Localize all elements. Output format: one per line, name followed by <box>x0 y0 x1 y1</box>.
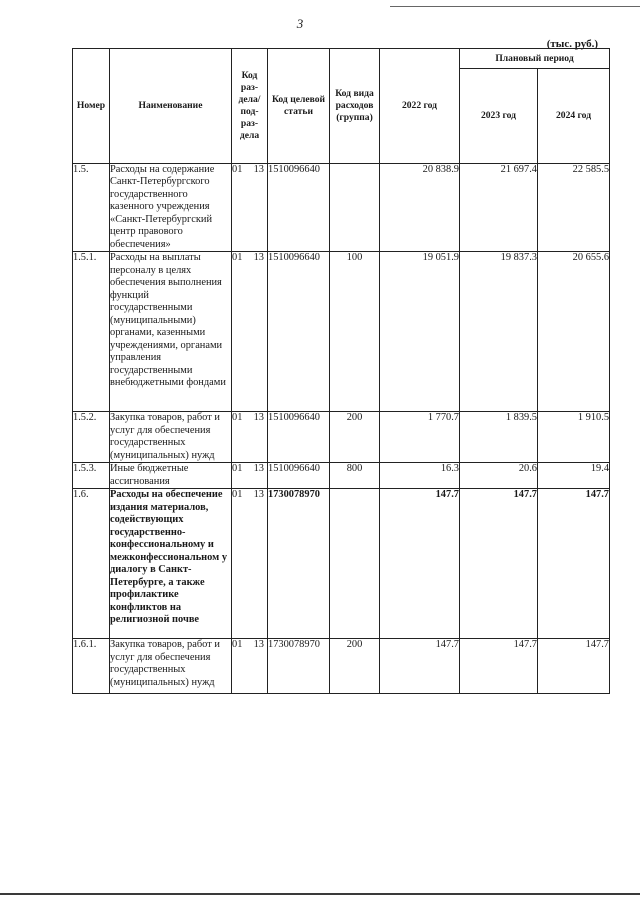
row-section-code <box>232 639 268 694</box>
row-number: 1.5.1. <box>73 252 110 412</box>
row-section-code <box>232 489 268 639</box>
row-subsection: 13 <box>253 412 264 424</box>
row-number: 1.6. <box>73 489 110 639</box>
row-number: 1.5. <box>73 164 110 252</box>
row-article: 1730078970 <box>268 489 330 639</box>
row-article: 1510096640 <box>268 412 330 463</box>
page-number: 3 <box>296 16 304 31</box>
row-expense-group: 200 <box>330 639 380 694</box>
table-row <box>73 412 610 463</box>
row-expense-group <box>330 489 380 639</box>
row-subsection: 13 <box>253 489 264 501</box>
row-section: 01 <box>232 463 243 475</box>
header-planned-period: Плановый период <box>460 49 610 69</box>
row-amount-2024: 22 585.5 <box>538 164 610 252</box>
budget-table <box>72 48 610 694</box>
row-amount-2024: 19.4 <box>538 463 610 489</box>
row-name: Закупка товаров, работ и услуг для обеспечения государственных (муниципальных) нужд <box>110 412 232 463</box>
row-section-code <box>232 164 268 252</box>
row-amount-2022: 20 838.9 <box>380 164 460 252</box>
top-scan-rule <box>390 6 640 7</box>
row-section: 01 <box>232 164 243 175</box>
row-number: 1.5.2. <box>73 412 110 463</box>
row-section: 01 <box>232 489 243 501</box>
row-section-code <box>232 412 268 463</box>
table-row <box>73 639 610 694</box>
row-amount-2022: 19 051.9 <box>380 252 460 412</box>
row-article: 1510096640 <box>268 463 330 489</box>
row-amount-2023: 1 839.5 <box>460 412 538 463</box>
row-section-code <box>232 252 268 412</box>
header-year-2022: 2022 год <box>380 49 460 164</box>
row-name: Иные бюджетные ассигнования <box>110 463 232 489</box>
table-row <box>73 164 610 252</box>
row-name: Закупка товаров, работ и услуг для обеспечения государственных (муниципальных) нужд <box>110 639 232 694</box>
row-amount-2024: 147.7 <box>538 639 610 694</box>
header-year-2024: 2024 год <box>538 69 610 164</box>
row-amount-2022: 147.7 <box>380 489 460 639</box>
row-expense-group: 100 <box>330 252 380 412</box>
row-amount-2024: 1 910.5 <box>538 412 610 463</box>
row-article: 1510096640 <box>268 252 330 412</box>
table-row <box>73 252 610 412</box>
row-number: 1.6.1. <box>73 639 110 694</box>
row-subsection: 13 <box>253 639 264 651</box>
row-section: 01 <box>232 252 243 264</box>
row-article: 1730078970 <box>268 639 330 694</box>
row-subsection: 13 <box>253 463 264 475</box>
row-amount-2023: 147.7 <box>460 639 538 694</box>
row-expense-group <box>330 164 380 252</box>
row-amount-2023: 19 837.3 <box>460 252 538 412</box>
header-section: Код раз-дела/ под-раз-дела <box>232 49 268 164</box>
table-row <box>73 489 610 639</box>
row-expense-group: 800 <box>330 463 380 489</box>
row-number: 1.5.3. <box>73 463 110 489</box>
row-section: 01 <box>232 412 243 424</box>
row-amount-2022: 1 770.7 <box>380 412 460 463</box>
row-amount-2023: 20.6 <box>460 463 538 489</box>
header-article: Код целевой статьи <box>268 49 330 164</box>
units-label: (тыс. руб.) <box>546 38 598 50</box>
header-year-2023: 2023 год <box>460 69 538 164</box>
row-subsection: 13 <box>253 164 264 175</box>
row-subsection: 13 <box>253 252 264 264</box>
row-amount-2024: 147.7 <box>538 489 610 639</box>
row-expense-group: 200 <box>330 412 380 463</box>
bottom-scan-rule <box>0 893 640 895</box>
row-name: Расходы на содержание Санкт-Петербургского государственного казенного учреждения «Санкт-Петербургский центр правового обеспечения» <box>110 164 232 252</box>
table-body <box>73 164 610 694</box>
header-number: Номер <box>73 49 110 164</box>
row-amount-2022: 147.7 <box>380 639 460 694</box>
row-section: 01 <box>232 639 243 651</box>
row-name: Расходы на выплаты персоналу в целях обеспечения выполнения функций государственными (муниципальными) органами, казенными учреждениями, органами управления государственными внебюджетными фондами <box>110 252 232 412</box>
row-article: 1510096640 <box>268 164 330 252</box>
row-amount-2024: 20 655.6 <box>538 252 610 412</box>
header-name: Наименование <box>110 49 232 164</box>
table-row <box>73 463 610 489</box>
header-expense-type: Код вида расходов (группа) <box>330 49 380 164</box>
row-amount-2023: 147.7 <box>460 489 538 639</box>
row-amount-2023: 21 697.4 <box>460 164 538 252</box>
row-amount-2022: 16.3 <box>380 463 460 489</box>
row-section-code <box>232 463 268 489</box>
row-name: Расходы на обеспечение издания материалов, содействующих государственно-конфессиональному и межконфессиональном у диалогу в Санкт-Петербурге, а также профилактике конфликтов на религиозной почве <box>110 489 232 639</box>
